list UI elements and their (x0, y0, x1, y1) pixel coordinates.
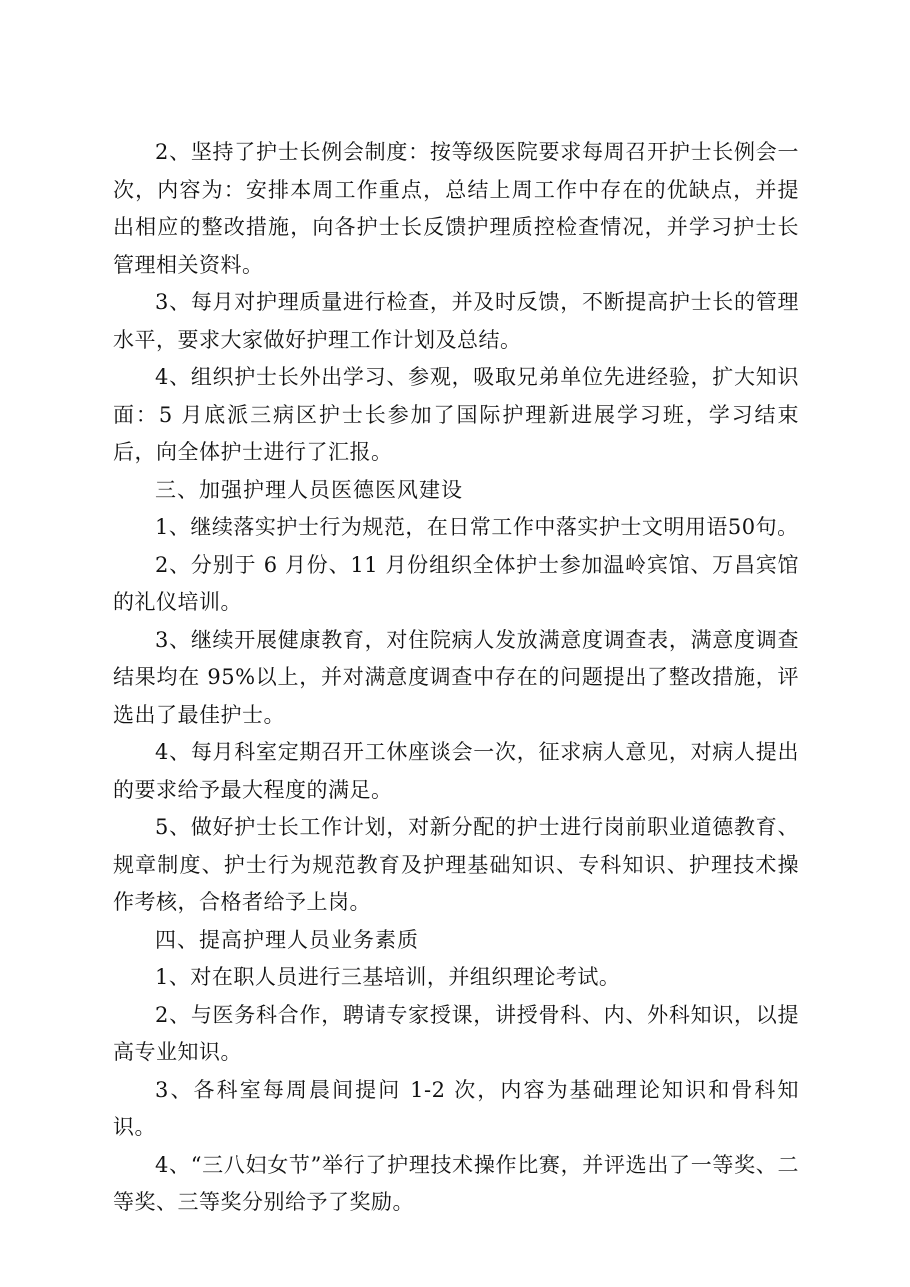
paragraph-ethics-item-2: 2、分别于 6 月份、11 月份组织全体护士参加温岭宾馆、万昌宾馆的礼仪培训。 (113, 552, 799, 614)
paragraph-item-2-nurse-meeting: 2、坚持了护士长例会制度：按等级医院要求每周召开护士长例会一次，内容为：安排本周工作重点，总结上周工作中存在的优缺点，并提出相应的整改措施，向各护士长反馈护理质控检查情况，并学习护士长管理相关资料。 (113, 140, 799, 277)
paragraph-skills-item-2: 2、与医务科合作，聘请专家授课，讲授骨科、内、外科知识，以提高专业知识。 (113, 1002, 799, 1064)
paragraph-skills-item-3: 3、各科室每周晨间提问 1-2 次，内容为基础理论知识和骨科知识。 (113, 1077, 799, 1139)
paragraph-ethics-item-1: 1、继续落实护士行为规范，在日常工作中落实护士文明用语50句。 (155, 515, 799, 539)
paragraph-skills-item-1: 1、对在职人员进行三基培训，并组织理论考试。 (155, 965, 621, 989)
paragraph-ethics-item-3: 3、继续开展健康教育，对住院病人发放满意度调查表，满意度调查结果均在 95%以上，并对满意度调查中存在的问题提出了整改措施，评选出了最佳护士。 (113, 627, 799, 727)
paragraph-ethics-item-5: 5、做好护士长工作计划，对新分配的护士进行岗前职业道德教育、规章制度、护士行为规范教育及护理基础知识、专科知识、护理技术操作考核，合格者给予上岗。 (113, 815, 799, 914)
section-heading-3: 三、加强护理人员医德医风建设 (155, 477, 463, 502)
paragraph-item-3-quality-check: 3、每月对护理质量进行检查，并及时反馈，不断提高护士长的管理水平，要求大家做好护理工作计划及总结。 (113, 290, 799, 352)
paragraph-skills-item-4: 4、“三八妇女节”举行了护理技术操作比赛，并评选出了一等奖、二等奖、三等奖分别给予了奖励。 (113, 1152, 799, 1214)
paragraph-item-4-external-study: 4、组织护士长外出学习、参观，吸取兄弟单位先进经验，扩大知识面：5 月底派三病区护士长参加了国际护理新进展学习班，学习结束后，向全体护士进行了汇报。 (113, 365, 799, 464)
paragraph-ethics-item-4: 4、每月科室定期召开工休座谈会一次，征求病人意见，对病人提出的要求给予最大程度的满足。 (113, 740, 799, 802)
section-heading-4: 四、提高护理人员业务素质 (155, 927, 419, 952)
document-body (113, 134, 799, 1222)
